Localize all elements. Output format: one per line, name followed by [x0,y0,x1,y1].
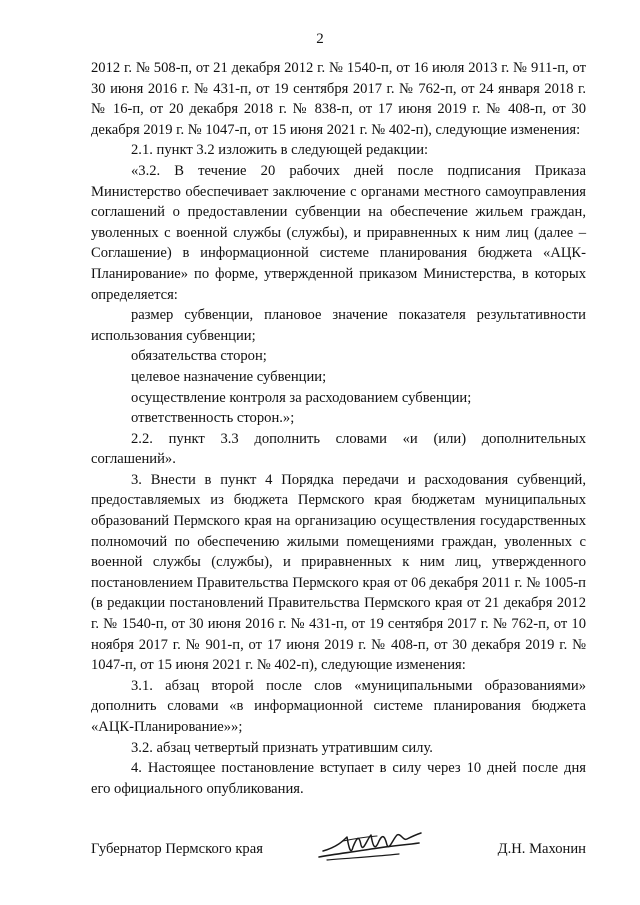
paragraph-4: 4. Настоящее постановление вступает в силу через 10 дней после дня его официального опубликования. [91,760,586,797]
list-item-purpose: целевое назначение субвенции; [131,368,327,385]
list-item-responsibility: ответственность сторон.»; [131,410,295,427]
list-item-control: осуществление контроля за расходованием субвенции; [131,389,472,406]
signatory-name: Д.Н. Махонин [497,841,586,857]
paragraph-3-2-new-wording: «3.2. В течение 20 рабочих дней после подписания Приказа Министерство обеспечивает заключение с органами местного самоуправления соглашений о предоставлении субвенции на обеспечение жильем граждан, уволенных с военной службы (службы), и приравненных к ним лиц (далее – Соглашение) в информационной системе планирования бюджета «АЦК-Планирование» по форме, утвержденной приказом Министерства, в которых определяется: [91,162,586,303]
paragraph-2-2: 2.2. пункт 3.3 дополнить словами «и (или) дополнительных соглашений». [91,430,586,468]
list-item-obligations: обязательства сторон; [131,348,267,365]
handwritten-signature [313,827,425,865]
paragraph-3: 3. Внести в пункт 4 Порядка передачи и расходования субвенций, предоставляемых из бюджета Пермского края бюджетам муниципальных образований Пермского края на организацию осуществления государственных полномочий по обеспечению жилыми помещениями граждан, уволенных с военной службы (службы), и приравненных к ним лиц, утвержденного постановлением Правительства Пермского края от 06 декабря 2011 г. № 1005-п (в редакции постановлений Правительства Пермского края от 21 декабря 2012 г. № 1540-п, от 30 июня 2016 г. № 431-п, от 19 сентября 2017 г. № 762-п, от 10 ноября 2017 г. № 901-п, от 17 июня 2019 г. № 408-п, от 30 декабря 2019 г. № 1047-п, от 15 июня 2021 г. № 402-п), следующие изменения: [91,471,586,674]
list-item-subvention-size: размер субвенции, плановое значение показателя результативности использования субвенции; [91,307,586,344]
paragraph-3-2: 3.2. абзац четвертый признать утратившим силу. [131,739,433,756]
signatory-position: Губернатор Пермского края [91,841,263,857]
page-number: 2 [316,31,324,47]
paragraph-3-1: 3.1. абзац второй после слов «муниципальными образованиями» дополнить словами «в информационной системе планирования бюджета «АЦК-Планирование»»; [91,677,586,735]
paragraph-2-1: 2.1. пункт 3.2 изложить в следующей редакции: [131,142,429,159]
document-body [91,58,586,799]
paragraph-amendment-list-cont: 2012 г. № 508-п, от 21 декабря 2012 г. № 1540-п, от 16 июля 2013 г. № 911-п, от 30 июня 2016 г. № 431-п, от 19 сентября 2017 г. № 762-п, от 24 января 2018 г. № 16-п, от 20 декабря 2018 г. № 838-п, от 17 июня 2019 г. № 408-п, от 30 декабря 2019 г. № 1047-п, от 15 июня 2021 г. № 402-п), следующие изменения: [91,60,586,138]
signature-block [91,833,586,863]
